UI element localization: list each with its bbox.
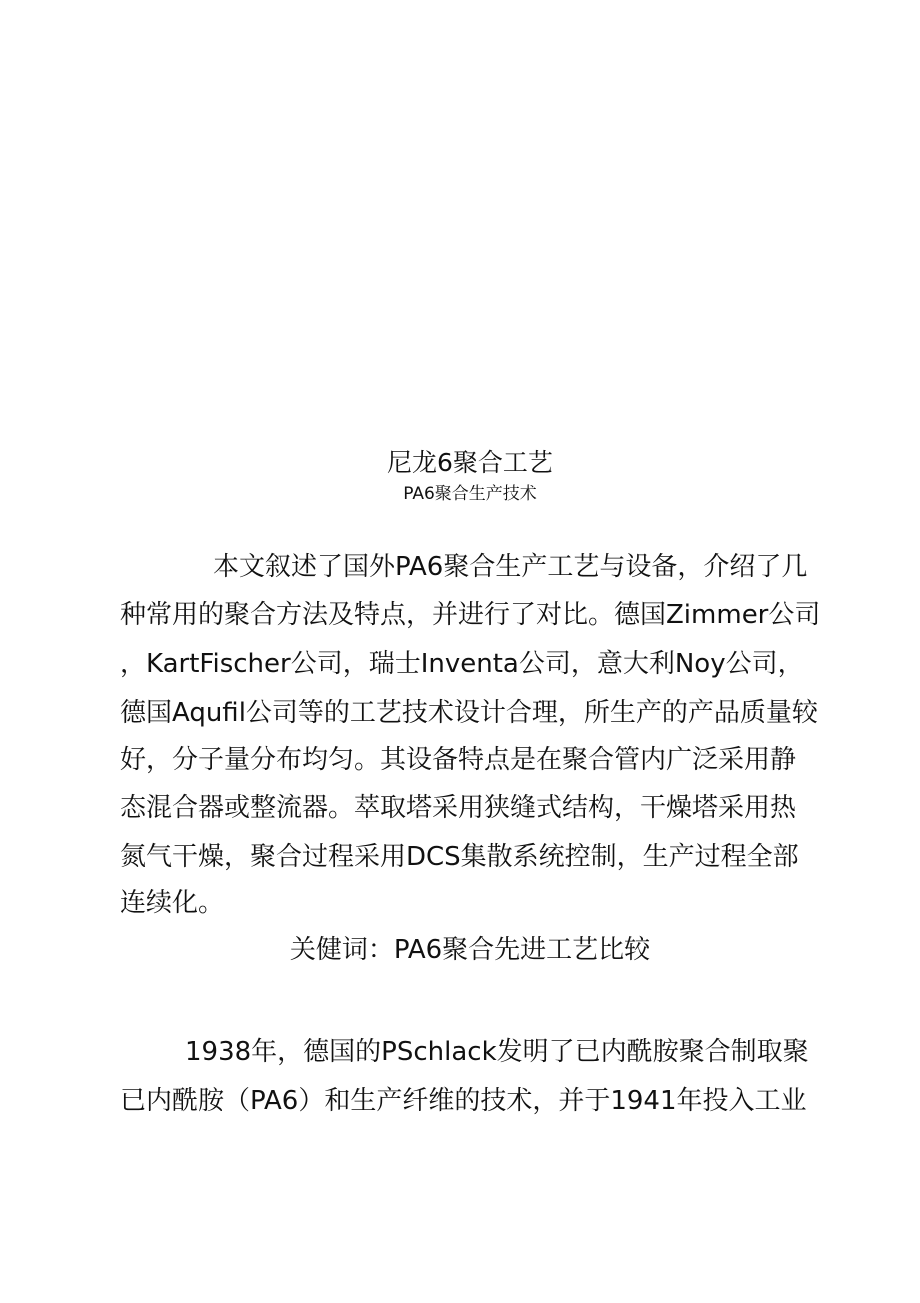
keywords-line: 关健词：PA6聚合先进工艺比较 bbox=[289, 935, 651, 965]
abstract-line-1: 本文叙述了国外PA6聚合生产工艺与设备，介绍了几 bbox=[213, 552, 808, 582]
body-line-1: 1938年，德国的PSchlack发明了已内酰胺聚合制取聚 bbox=[185, 1037, 809, 1067]
document-title: 尼龙6聚合工艺 bbox=[387, 448, 553, 477]
abstract-line-6: 态混合器或整流器。萃取塔采用狭缝式结构，干燥塔采用热 bbox=[120, 793, 797, 823]
document-subtitle: PA6聚合生产技术 bbox=[403, 484, 537, 504]
abstract-line-7: 氮气干燥，聚合过程采用DCS集散系统控制，生产过程全部 bbox=[120, 842, 799, 872]
abstract-line-2: 种常用的聚合方法及特点，并进行了对比。德国Zimmer公司 bbox=[120, 600, 821, 630]
body-line-2: 已内酰胺（PA6）和生产纤维的技术，并于1941年投入工业 bbox=[120, 1086, 807, 1116]
abstract-line-3: ，KartFischer公司，瑞士Inventa公司，意大利Noy公司， bbox=[120, 649, 804, 679]
abstract-line-8: 连续化。 bbox=[120, 888, 225, 918]
abstract-line-5: 好，分子量分布均匀。其设备特点是在聚合管内广泛采用静 bbox=[120, 745, 797, 775]
abstract-line-4: 德国Aqufil公司等的工艺技术设计合理，所生产的产品质量较 bbox=[120, 698, 818, 728]
